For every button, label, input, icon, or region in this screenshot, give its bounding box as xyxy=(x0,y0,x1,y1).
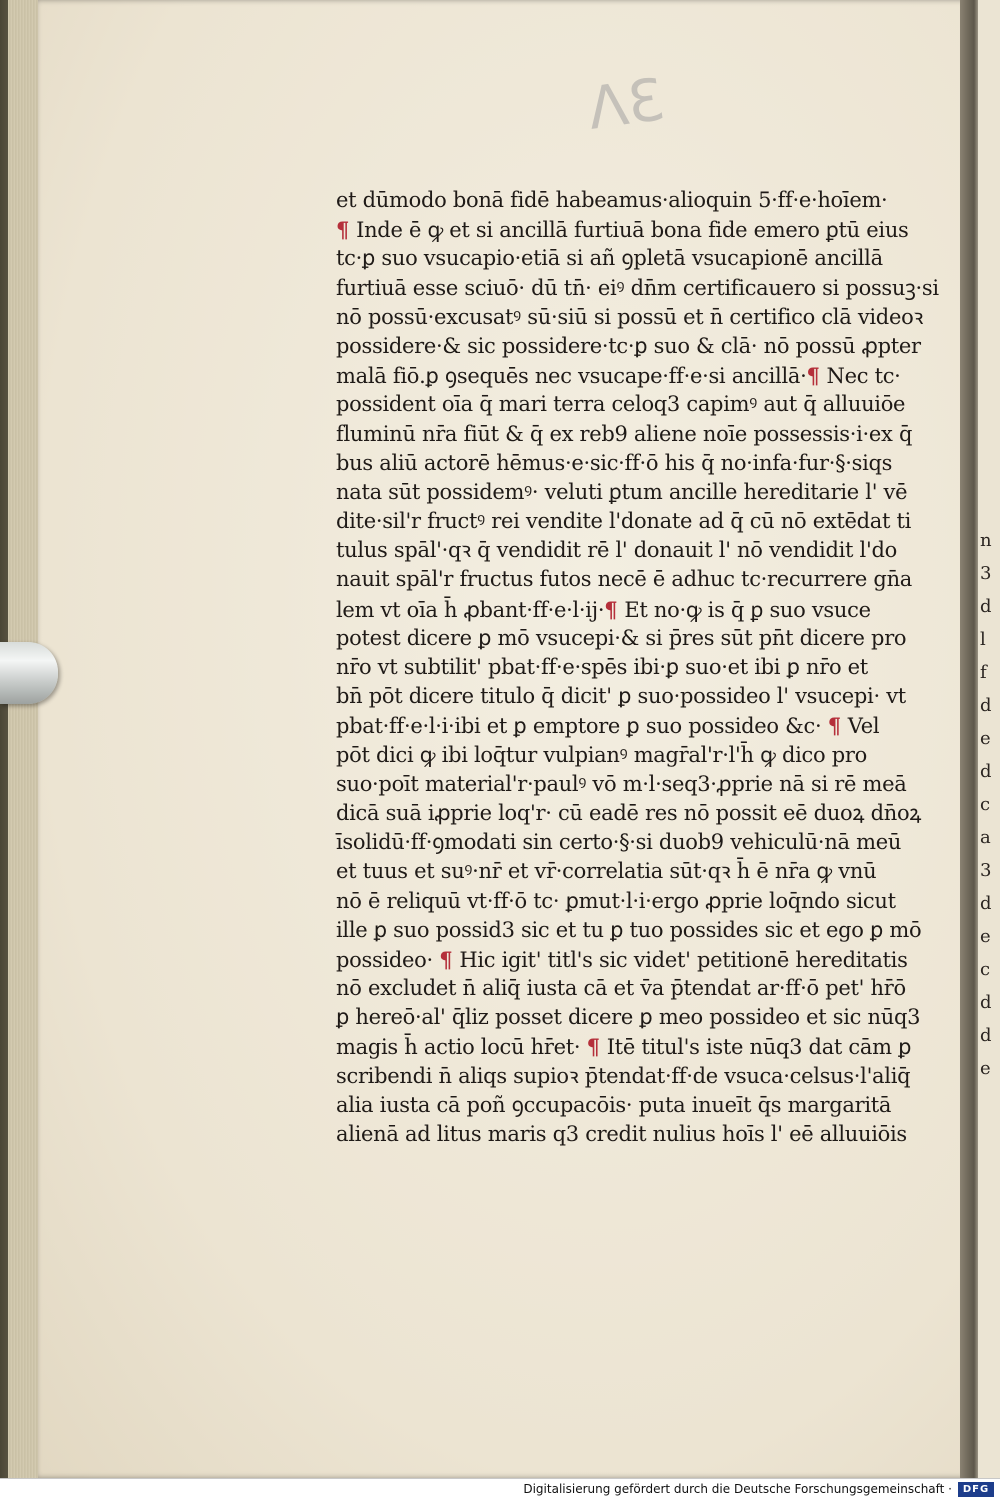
facing-page-fragment: d xyxy=(980,992,992,1013)
text-line: et dūmodo bonā fidē habeamus·alioquin 5·ff·e·hoīem· xyxy=(336,188,888,212)
funding-credit: Digitalisierung gefördert durch die Deutsche Forschungsgemeinschaft · xyxy=(523,1482,952,1496)
text-line: tc·ꝑ suo vsucapio·etiā si añ ꝯpletā vsucapionē ancillā xyxy=(336,246,883,271)
text-line: possideo· ¶ Hic igit' titl's sic videt' petitionē hereditatis xyxy=(336,946,908,972)
facing-page-edge xyxy=(978,0,1000,1478)
text-line: nr̄o vt subtilit' pbat·ff·e·spēs ibi·ꝑ suo·et ibi ꝑ nr̄o et xyxy=(336,655,868,679)
text-line: suo·poīt material'r·paulꝰ vō m·l·seq3·ꝓprie nā si rē meā xyxy=(336,771,907,796)
facing-page-fragment: 3 xyxy=(980,860,992,881)
text-line: bus aliū actorē hēmus·e·sic·ff·ō his q̄ no·infa·fur·§·siqs xyxy=(336,450,893,475)
text-line: nō possū·excusatꝰ sū·siū si possū et n̄ certifico clā videoꝛ xyxy=(336,304,924,329)
facing-page-fragment: e xyxy=(980,728,991,749)
text-line: nō excludet n̄ aliq̄ iusta cā et v̄a p̄tendat ar·ff·ō pet' hr̄ō xyxy=(336,976,906,1001)
facing-page-fragment: d xyxy=(980,695,992,716)
facing-page-fragment: d xyxy=(980,893,992,914)
facing-page-fragment: 3 xyxy=(980,563,992,584)
rubric-mark: ¶ xyxy=(586,1034,607,1060)
facing-page-fragment: d xyxy=(980,596,992,617)
dfg-logo: DFG xyxy=(958,1482,994,1497)
text-line: scribendi n̄ aliqs supioꝛ p̄tendat·ff·de vsuca·celsus·l'aliq̄ xyxy=(336,1063,911,1088)
text-line: fluminū nr̄a fiūt & q̄ ex reb9 aliene noīe possessis·i·ex q̄ xyxy=(336,421,913,446)
text-line: īsolidū·ff·ꝯmodati sin certo·§·si duob9 vehiculū·nā meū xyxy=(336,830,902,855)
text-line: possident oīa q̄ mari terra celoq3 capimꝰ aut q̄ alluuiōe xyxy=(336,392,906,417)
pencil-folio-mark: ɅƐ xyxy=(583,65,668,143)
facing-page-fragment: a xyxy=(980,827,991,848)
facing-page-fragment: e xyxy=(980,1058,991,1079)
text-line: ꝑ hereō·al' q̄liz posset dicere ꝑ meo possideo et sic nūq3 xyxy=(336,1005,921,1030)
text-column xyxy=(336,186,939,1149)
facing-page-fragment: d xyxy=(980,1025,992,1046)
text-line: furtiuā esse sciuō· dū tn̄· eiꝰ dn̄m certificauero si possuꝫ·si xyxy=(336,275,939,300)
facing-page-fragment: f xyxy=(980,662,987,683)
rubric-mark: ¶ xyxy=(439,946,460,972)
text-line: alienā ad litus maris q3 credit nulius hoīs l' eē alluuiōis xyxy=(336,1122,907,1146)
text-line: pōt dici ꝙ ibi loq̄tur vulpianꝰ magr̄al'r·l'h̄ ꝙ dico pro xyxy=(336,742,867,767)
text-line: nata sūt possidemꝰ· veluti ꝑtum ancille hereditarie l' vē xyxy=(336,479,908,504)
rubric-mark: ¶ xyxy=(827,713,848,739)
text-line: potest dicere ꝑ mō vsucepi·& si p̄res sūt pn̄t dicere pro xyxy=(336,625,907,650)
text-line: malā fiō.ꝑ ꝯsequēs nec vsucape·ff·e·si ancillā·¶ Nec tc· xyxy=(336,363,901,389)
rubric-mark: ¶ xyxy=(336,217,357,243)
book-clip xyxy=(0,642,58,704)
facing-page-fragment: d xyxy=(980,761,992,782)
facing-page-fragment: e xyxy=(980,926,991,947)
facing-page-fragment: c xyxy=(980,959,991,980)
rubric-mark: ¶ xyxy=(604,596,625,622)
text-line: dicā suā iꝓprie loq'r· cū eadē res nō possit eē duoꝝ dn̄oꝝ xyxy=(336,800,922,825)
text-line: nō ē reliquū vt·ff·ō tc· ꝑmut·l·i·ergo ꝓprie loq̄ndo sicut xyxy=(336,888,896,913)
text-line: et tuus et suꝰ·nr̄ et vr̄·correlatia sūt·qꝛ h̄ ē nr̄a ꝙ vnū xyxy=(336,859,877,884)
facing-page-fragment: c xyxy=(980,794,991,815)
text-line: tulus spāl'·qꝛ q̄ vendidit rē l' donauit l' nō vendidit l'do xyxy=(336,538,897,563)
footer-bar xyxy=(0,1478,1000,1501)
text-line: possidere·& sic possidere·tc·ꝑ suo & clā· nō possū ꝓpter xyxy=(336,333,921,358)
facing-page-fragment: l xyxy=(980,629,986,650)
facing-page-fragment: n xyxy=(980,530,992,551)
text-line: magis h̄ actio locū hr̄et· ¶ Itē titul's iste nūq3 dat cām ꝑ xyxy=(336,1034,912,1060)
book-page-edges xyxy=(8,0,42,1478)
text-line: pbat·ff·e·l·i·ibi et ꝑ emptore ꝑ suo possideo &c· ¶ Vel xyxy=(336,713,880,739)
text-line: ¶ Inde ē ꝙ et si ancillā furtiuā bona fide emero ꝑtū eius xyxy=(336,217,909,243)
text-line: lem vt oīa h̄ ꝓbant·ff·e·l·ij·¶ Et no·ꝙ is q̄ ꝑ suo vsuce xyxy=(336,596,871,622)
rubric-mark: ¶ xyxy=(806,363,827,389)
text-line: alia iusta cā poñ ꝯccupacōis· puta inueīt q̄s margaritā xyxy=(336,1092,892,1117)
text-line: dite·sil'r fructꝰ rei vendite l'donate ad q̄ cū nō extēdat ti xyxy=(336,509,912,534)
text-line: ille ꝑ suo possid3 sic et tu ꝑ tuo possides sic et ego ꝑ mō xyxy=(336,917,922,942)
text-line: nauit spāl'r fructus futos necē ē adhuc tc·recurrere gn̄a xyxy=(336,567,913,592)
text-line: bn̄ pōt dicere titulo q̄ dicit' ꝑ suo·possideo l' vsucepi· vt xyxy=(336,684,906,709)
